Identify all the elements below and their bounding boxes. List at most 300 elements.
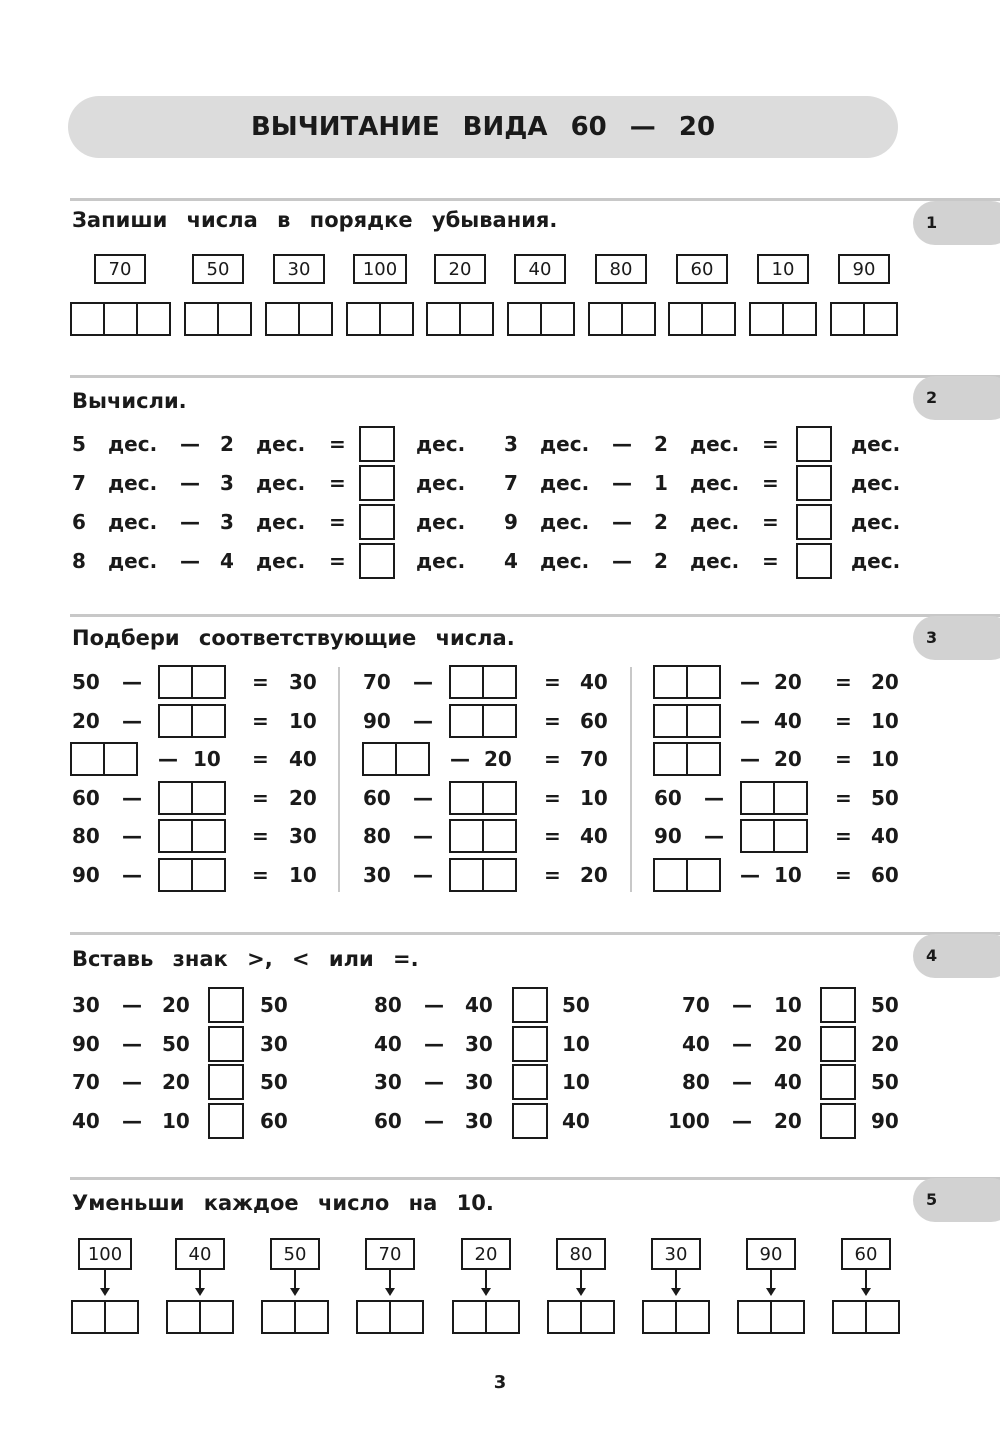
digit-slot[interactable] — [686, 744, 719, 774]
answer-cell[interactable] — [653, 704, 721, 738]
answer-cell[interactable] — [426, 302, 494, 336]
column-separator — [338, 667, 340, 892]
digit-slot[interactable] — [482, 783, 515, 813]
answer-cell[interactable] — [265, 302, 333, 336]
digit-slot[interactable] — [73, 1302, 104, 1332]
answer-box[interactable] — [359, 504, 395, 540]
operand: 20 — [774, 670, 802, 694]
operand: 30 — [260, 1032, 288, 1056]
equals-sign: = — [252, 670, 269, 694]
arrowhead-icon — [385, 1288, 395, 1296]
answer-cell[interactable] — [158, 781, 226, 815]
answer-cell[interactable] — [737, 1300, 805, 1334]
operand: 70 — [363, 670, 391, 694]
digit-slot[interactable] — [379, 304, 412, 334]
operand: 1 — [654, 471, 668, 495]
minus-sign: — — [740, 747, 760, 771]
down-arrow-icon — [389, 1270, 391, 1290]
comparison-sign-box[interactable] — [820, 1064, 856, 1100]
comparison-sign-box[interactable] — [512, 1026, 548, 1062]
down-arrow-icon — [199, 1270, 201, 1290]
digit-slot[interactable] — [773, 783, 806, 813]
minus-sign: — — [424, 1109, 444, 1133]
down-arrow-icon — [104, 1270, 106, 1290]
digit-slot[interactable] — [580, 1302, 613, 1332]
comparison-sign-box[interactable] — [512, 1103, 548, 1139]
digit-slot[interactable] — [191, 821, 224, 851]
minus-sign: — — [158, 747, 178, 771]
operand: 6 — [72, 510, 86, 534]
digit-slot[interactable] — [485, 1302, 518, 1332]
equals-sign: = — [835, 709, 852, 733]
digit-slot[interactable] — [364, 744, 395, 774]
digit-slot[interactable] — [482, 706, 515, 736]
digit-slot[interactable] — [160, 667, 191, 697]
digit-slot[interactable] — [482, 860, 515, 890]
comparison-sign-box[interactable] — [208, 1064, 244, 1100]
unit-label: дес. — [690, 471, 740, 495]
comparison-sign-box[interactable] — [820, 1026, 856, 1062]
operand: 30 — [465, 1070, 493, 1094]
answer-cell[interactable] — [449, 704, 517, 738]
answer-cell[interactable] — [653, 742, 721, 776]
unit-label: дес. — [416, 471, 466, 495]
digit-slot[interactable] — [298, 304, 331, 334]
minus-sign: — — [612, 432, 632, 456]
answer-box[interactable] — [796, 426, 832, 462]
digit-slot[interactable] — [191, 667, 224, 697]
operand: 70 — [682, 993, 710, 1017]
operand: 10 — [562, 1070, 590, 1094]
digit-slot[interactable] — [686, 706, 719, 736]
operand: 2 — [654, 510, 668, 534]
digit-slot[interactable] — [160, 783, 191, 813]
operand: 40 — [374, 1032, 402, 1056]
answer-cell[interactable] — [70, 302, 171, 336]
number-box: 30 — [273, 254, 325, 284]
unit-label: дес. — [416, 510, 466, 534]
unit-label: дес. — [256, 549, 306, 573]
digit-slot[interactable] — [186, 304, 217, 334]
unit-label: дес. — [851, 432, 901, 456]
minus-sign: — — [413, 824, 433, 848]
number-box: 50 — [192, 254, 244, 284]
operand: 50 — [72, 670, 100, 694]
result: 20 — [289, 786, 317, 810]
digit-slot[interactable] — [670, 304, 701, 334]
answer-cell[interactable] — [158, 665, 226, 699]
equals-sign: = — [762, 432, 779, 456]
answer-box[interactable] — [796, 543, 832, 579]
operand: 20 — [774, 1032, 802, 1056]
arrowhead-icon — [861, 1288, 871, 1296]
operand: 90 — [654, 824, 682, 848]
equals-sign: = — [252, 709, 269, 733]
unit-label: дес. — [108, 471, 158, 495]
digit-slot[interactable] — [482, 821, 515, 851]
task-instruction: Запиши числа в порядке убывания. — [72, 208, 558, 232]
result: 20 — [871, 670, 899, 694]
unit-label: дес. — [540, 432, 590, 456]
digit-slot[interactable] — [267, 304, 298, 334]
unit-label: дес. — [690, 510, 740, 534]
result: 20 — [580, 863, 608, 887]
digit-slot[interactable] — [459, 304, 492, 334]
column-separator — [630, 667, 632, 892]
digit-slot[interactable] — [482, 667, 515, 697]
minus-sign: — — [612, 510, 632, 534]
digit-slot[interactable] — [686, 667, 719, 697]
equals-sign: = — [835, 786, 852, 810]
answer-cell[interactable] — [547, 1300, 615, 1334]
minus-sign: — — [424, 1070, 444, 1094]
answer-box[interactable] — [359, 465, 395, 501]
operand: 50 — [562, 993, 590, 1017]
operand: 50 — [260, 1070, 288, 1094]
answer-box[interactable] — [796, 465, 832, 501]
answer-cell[interactable] — [449, 819, 517, 853]
equals-sign: = — [252, 824, 269, 848]
comparison-sign-box[interactable] — [820, 987, 856, 1023]
number-box: 30 — [651, 1238, 701, 1270]
digit-slot[interactable] — [655, 706, 686, 736]
digit-slot[interactable] — [739, 1302, 770, 1332]
unit-label: дес. — [256, 471, 306, 495]
digit-slot[interactable] — [621, 304, 654, 334]
unit-label: дес. — [416, 432, 466, 456]
minus-sign: — — [450, 747, 470, 771]
answer-cell[interactable] — [588, 302, 656, 336]
digit-slot[interactable] — [72, 304, 103, 334]
arrowhead-icon — [290, 1288, 300, 1296]
digit-slot[interactable] — [160, 860, 191, 890]
digit-slot[interactable] — [863, 304, 896, 334]
digit-slot[interactable] — [451, 821, 482, 851]
unit-label: дес. — [256, 510, 306, 534]
digit-slot[interactable] — [686, 860, 719, 890]
equals-sign: = — [252, 747, 269, 771]
equals-sign: = — [329, 549, 346, 573]
section-divider — [70, 932, 1000, 935]
digit-slot[interactable] — [451, 783, 482, 813]
operand: 20 — [162, 993, 190, 1017]
operand: 20 — [774, 747, 802, 771]
number-box: 50 — [270, 1238, 320, 1270]
equals-sign: = — [544, 709, 561, 733]
operand: 10 — [162, 1109, 190, 1133]
number-box: 80 — [595, 254, 647, 284]
down-arrow-icon — [580, 1270, 582, 1290]
down-arrow-icon — [294, 1270, 296, 1290]
arrowhead-icon — [766, 1288, 776, 1296]
equals-sign: = — [544, 670, 561, 694]
number-box: 10 — [757, 254, 809, 284]
answer-cell[interactable] — [452, 1300, 520, 1334]
equals-sign: = — [252, 863, 269, 887]
minus-sign: — — [612, 471, 632, 495]
answer-cell[interactable] — [261, 1300, 329, 1334]
answer-cell[interactable] — [832, 1300, 900, 1334]
digit-slot[interactable] — [770, 1302, 803, 1332]
result: 40 — [580, 824, 608, 848]
answer-cell[interactable] — [158, 704, 226, 738]
operand: 5 — [72, 432, 86, 456]
digit-slot[interactable] — [395, 744, 428, 774]
digit-slot[interactable] — [72, 744, 103, 774]
digit-slot[interactable] — [451, 667, 482, 697]
digit-slot[interactable] — [191, 860, 224, 890]
equals-sign: = — [762, 510, 779, 534]
answer-cell[interactable] — [362, 742, 430, 776]
operand: 60 — [374, 1109, 402, 1133]
answer-cell[interactable] — [158, 858, 226, 892]
answer-cell[interactable] — [158, 819, 226, 853]
digit-slot[interactable] — [191, 706, 224, 736]
result: 10 — [289, 863, 317, 887]
minus-sign: — — [122, 670, 142, 694]
unit-label: дес. — [540, 549, 590, 573]
digit-slot[interactable] — [191, 783, 224, 813]
minus-sign: — — [413, 863, 433, 887]
operand: 40 — [465, 993, 493, 1017]
digit-slot[interactable] — [509, 304, 540, 334]
digit-slot[interactable] — [773, 821, 806, 851]
answer-cell[interactable] — [653, 665, 721, 699]
digit-slot[interactable] — [217, 304, 250, 334]
number-box: 100 — [78, 1238, 132, 1270]
operand: 80 — [374, 993, 402, 1017]
operand: 3 — [220, 471, 234, 495]
operand: 7 — [72, 471, 86, 495]
digit-slot[interactable] — [294, 1302, 327, 1332]
operand: 10 — [193, 747, 221, 771]
result: 30 — [289, 824, 317, 848]
operand: 20 — [162, 1070, 190, 1094]
digit-slot[interactable] — [389, 1302, 422, 1332]
task-instruction: Уменьши каждое число на 10. — [72, 1191, 494, 1215]
task-number-badge: 5 — [913, 1178, 1000, 1222]
equals-sign: = — [544, 786, 561, 810]
answer-cell[interactable] — [346, 302, 414, 336]
answer-cell[interactable] — [449, 781, 517, 815]
digit-slot[interactable] — [454, 1302, 485, 1332]
operand: 4 — [220, 549, 234, 573]
operand: 50 — [871, 1070, 899, 1094]
digit-slot[interactable] — [358, 1302, 389, 1332]
digit-slot[interactable] — [742, 783, 773, 813]
minus-sign: — — [704, 786, 724, 810]
section-divider — [70, 198, 1000, 201]
operand: 8 — [72, 549, 86, 573]
equals-sign: = — [329, 510, 346, 534]
digit-slot[interactable] — [348, 304, 379, 334]
answer-cell[interactable] — [507, 302, 575, 336]
digit-slot[interactable] — [701, 304, 734, 334]
digit-slot[interactable] — [590, 304, 621, 334]
unit-label: дес. — [108, 432, 158, 456]
digit-slot[interactable] — [865, 1302, 898, 1332]
result: 70 — [580, 747, 608, 771]
answer-cell[interactable] — [356, 1300, 424, 1334]
number-box: 90 — [838, 254, 890, 284]
operand: 60 — [260, 1109, 288, 1133]
digit-slot[interactable] — [451, 706, 482, 736]
digit-slot[interactable] — [832, 304, 863, 334]
digit-slot[interactable] — [655, 744, 686, 774]
answer-cell[interactable] — [184, 302, 252, 336]
answer-cell[interactable] — [668, 302, 736, 336]
minus-sign: — — [180, 432, 200, 456]
minus-sign: — — [413, 786, 433, 810]
result: 40 — [871, 824, 899, 848]
digit-slot[interactable] — [428, 304, 459, 334]
operand: 4 — [504, 549, 518, 573]
number-box: 70 — [94, 254, 146, 284]
operand: 30 — [363, 863, 391, 887]
digit-slot[interactable] — [655, 860, 686, 890]
operand: 20 — [72, 709, 100, 733]
down-arrow-icon — [770, 1270, 772, 1290]
operand: 90 — [871, 1109, 899, 1133]
task-number-badge: 1 — [913, 201, 1000, 245]
minus-sign: — — [122, 1032, 142, 1056]
digit-slot[interactable] — [103, 744, 136, 774]
answer-cell[interactable] — [749, 302, 817, 336]
digit-slot[interactable] — [136, 304, 169, 334]
digit-slot[interactable] — [549, 1302, 580, 1332]
operand: 10 — [562, 1032, 590, 1056]
page-title: ВЫЧИТАНИЕ ВИДА 60 — 20 — [68, 96, 898, 158]
operand: 10 — [774, 993, 802, 1017]
comparison-sign-box[interactable] — [208, 1103, 244, 1139]
minus-sign: — — [732, 1032, 752, 1056]
operand: 40 — [562, 1109, 590, 1133]
answer-cell[interactable] — [166, 1300, 234, 1334]
unit-label: дес. — [851, 549, 901, 573]
operand: 7 — [504, 471, 518, 495]
digit-slot[interactable] — [104, 1302, 137, 1332]
answer-cell[interactable] — [642, 1300, 710, 1334]
comparison-sign-box[interactable] — [512, 1064, 548, 1100]
minus-sign: — — [424, 1032, 444, 1056]
operand: 40 — [682, 1032, 710, 1056]
digit-slot[interactable] — [644, 1302, 675, 1332]
result: 10 — [580, 786, 608, 810]
digit-slot[interactable] — [451, 860, 482, 890]
answer-cell[interactable] — [449, 665, 517, 699]
comparison-sign-box[interactable] — [208, 1026, 244, 1062]
operand: 2 — [654, 549, 668, 573]
digit-slot[interactable] — [675, 1302, 708, 1332]
answer-cell[interactable] — [740, 781, 808, 815]
minus-sign: — — [122, 786, 142, 810]
operand: 50 — [162, 1032, 190, 1056]
answer-box[interactable] — [359, 543, 395, 579]
operand: 10 — [774, 863, 802, 887]
operand: 30 — [465, 1032, 493, 1056]
operand: 20 — [871, 1032, 899, 1056]
section-divider — [70, 375, 1000, 378]
result: 60 — [580, 709, 608, 733]
digit-slot[interactable] — [834, 1302, 865, 1332]
answer-box[interactable] — [796, 504, 832, 540]
minus-sign: — — [180, 471, 200, 495]
operand: 90 — [363, 709, 391, 733]
unit-label: дес. — [851, 471, 901, 495]
answer-cell[interactable] — [830, 302, 898, 336]
task-instruction: Вставь знак >, < или =. — [72, 947, 419, 971]
result: 50 — [871, 786, 899, 810]
arrowhead-icon — [576, 1288, 586, 1296]
answer-cell[interactable] — [70, 742, 138, 776]
unit-label: дес. — [690, 549, 740, 573]
operand: 50 — [871, 993, 899, 1017]
minus-sign: — — [740, 670, 760, 694]
operand: 3 — [220, 510, 234, 534]
operand: 40 — [774, 709, 802, 733]
comparison-sign-box[interactable] — [208, 987, 244, 1023]
result: 40 — [289, 747, 317, 771]
minus-sign: — — [122, 709, 142, 733]
answer-cell[interactable] — [71, 1300, 139, 1334]
digit-slot[interactable] — [751, 304, 782, 334]
digit-slot[interactable] — [742, 821, 773, 851]
number-box: 100 — [353, 254, 407, 284]
digit-slot[interactable] — [199, 1302, 232, 1332]
operand: 80 — [72, 824, 100, 848]
result: 10 — [871, 709, 899, 733]
digit-slot[interactable] — [782, 304, 815, 334]
unit-label: дес. — [256, 432, 306, 456]
minus-sign: — — [122, 1109, 142, 1133]
equals-sign: = — [329, 432, 346, 456]
minus-sign: — — [122, 1070, 142, 1094]
number-box: 40 — [175, 1238, 225, 1270]
answer-box[interactable] — [359, 426, 395, 462]
result: 60 — [871, 863, 899, 887]
down-arrow-icon — [865, 1270, 867, 1290]
minus-sign: — — [740, 709, 760, 733]
minus-sign: — — [180, 549, 200, 573]
digit-slot[interactable] — [655, 667, 686, 697]
digit-slot[interactable] — [103, 304, 136, 334]
minus-sign: — — [704, 824, 724, 848]
equals-sign: = — [835, 863, 852, 887]
number-box: 80 — [556, 1238, 606, 1270]
digit-slot[interactable] — [160, 821, 191, 851]
minus-sign: — — [122, 863, 142, 887]
equals-sign: = — [329, 471, 346, 495]
digit-slot[interactable] — [263, 1302, 294, 1332]
answer-cell[interactable] — [740, 819, 808, 853]
digit-slot[interactable] — [540, 304, 573, 334]
comparison-sign-box[interactable] — [820, 1103, 856, 1139]
minus-sign: — — [612, 549, 632, 573]
result: 10 — [871, 747, 899, 771]
comparison-sign-box[interactable] — [512, 987, 548, 1023]
digit-slot[interactable] — [168, 1302, 199, 1332]
operand: 60 — [72, 786, 100, 810]
answer-cell[interactable] — [653, 858, 721, 892]
operand: 30 — [374, 1070, 402, 1094]
task-number-badge: 4 — [913, 934, 1000, 978]
answer-cell[interactable] — [449, 858, 517, 892]
operand: 80 — [363, 824, 391, 848]
minus-sign: — — [732, 1109, 752, 1133]
task-instruction: Вычисли. — [72, 389, 187, 413]
task-number-badge: 3 — [913, 616, 1000, 660]
digit-slot[interactable] — [160, 706, 191, 736]
